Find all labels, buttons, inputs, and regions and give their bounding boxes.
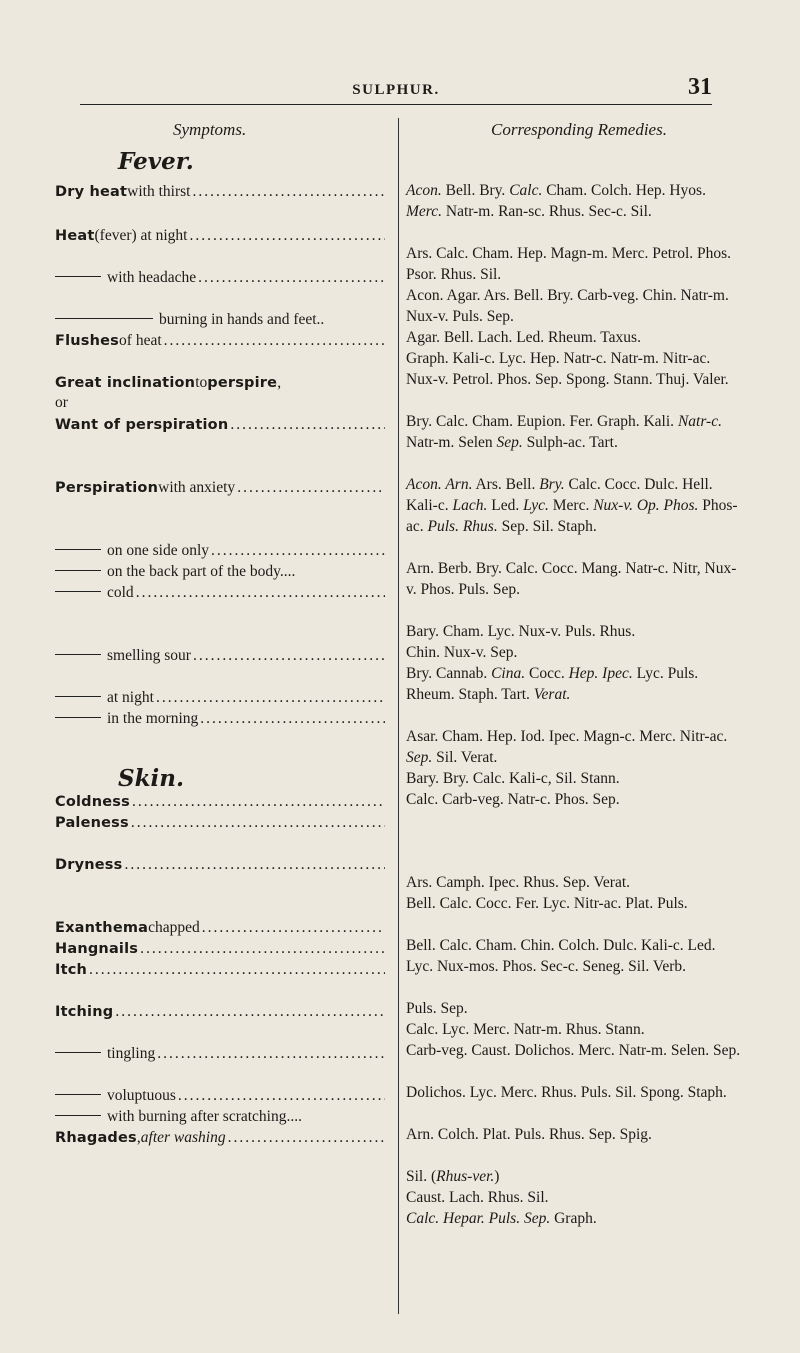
remedies-perspiration-morning: Calc. Carb-veg. Natr-c. Phos. Sep. [406, 791, 620, 808]
symptom-perspiration-morning: in the morning ..... [55, 709, 385, 729]
remedies-itching: Dolichos. Lyc. Merc. Rhus. Puls. Sil. Spong. Staph. [406, 1084, 727, 1101]
remedies-perspiration-sour: Asar. Cham. Hep. Iod. Ipec. Magn-c. Merc. Nitr-ac. Sep. Sil. Verat. [406, 728, 728, 766]
remedies-perspiration-cold: Bry. Cannab. Cina. Cocc. Hep. Ipec. Lyc. Puls. Rheum. Staph. Tart. Verat. [406, 665, 699, 703]
section-heading-skin: Skin. [118, 765, 185, 792]
symptom-perspiration-back: on the back part of the body.... [55, 562, 385, 582]
symptom-coldness: Coldness ..... [55, 792, 385, 812]
remedies-heat-burning: Agar. Bell. Lach. Led. Rheum. Taxus. [406, 329, 641, 346]
remedies-column-heading: Corresponding Remedies. [491, 120, 667, 139]
remedies-perspiration-one-side: Bary. Cham. Lyc. Nux-v. Puls. Rhus. [406, 623, 636, 640]
symptom-flushes: Flushes of heat ..... [55, 331, 385, 351]
section-heading-fever: Fever. [118, 148, 194, 175]
remedies-exanthema: Puls. Sep. [406, 1000, 468, 1017]
symptom-dry-heat: Dry heat with thirst ..... [55, 182, 385, 202]
remedies-heat-headache: Acon. Agar. Ars. Bell. Bry. Carb-veg. Chin. Natr-m. Nux-v. Puls. Sep. [406, 287, 729, 325]
remedies-paleness: Bell. Calc. Cocc. Fer. Lyc. Nitr-ac. Plat. Puls. [406, 895, 688, 912]
remedies-flushes: Graph. Kali-c. Lyc. Hep. Natr-c. Natr-m. Nitr-ac. Nux-v. Petrol. Phos. Sep. Spong. Stann. Thuj. Valer. [406, 350, 729, 388]
symptom-heat-night: Heat (fever) at night ..... [55, 226, 385, 246]
running-title: SULPHUR. [352, 82, 440, 98]
remedies-coldness: Ars. Camph. Ipec. Rhus. Sep. Verat. [406, 874, 631, 891]
remedies-perspiration-night: Bary. Bry. Calc. Kali-c, Sil. Stann. [406, 770, 620, 787]
symptom-itching: Itching ..... [55, 1002, 385, 1022]
symptom-exanthema: Exanthema chapped ..... [55, 918, 385, 938]
symptom-itching-burning: with burning after scratching.... [55, 1107, 385, 1127]
remedies-itching-voluptuous: Sil. (Rhus-ver.) [406, 1168, 500, 1185]
symptoms-column-heading: Symptoms. [173, 120, 247, 139]
symptom-perspiration-cold: cold ..... [55, 583, 385, 603]
symptom-perspiration-anxiety: Perspiration with anxiety ..... [55, 478, 385, 498]
remedies-rhagades: Calc. Hepar. Puls. Sep. Graph. [406, 1210, 597, 1227]
remedies-itching-burning: Caust. Lach. Rhus. Sil. [406, 1189, 549, 1206]
remedies-heat-night: Ars. Calc. Cham. Hep. Magn-m. Merc. Petrol. Phos. Psor. Rhus. Sil. [406, 245, 732, 283]
remedies-want-of-perspiration: Acon. Arn. Ars. Bell. Bry. Calc. Cocc. Dulc. Hell. Kali-c. Lach. Led. Lyc. Merc. Nux-v. Op. Phos. Phos-ac. Puls. Rhus. Sep. Sil. Staph. [406, 476, 738, 535]
column-divider [398, 118, 399, 1314]
symptom-perspiration-night: at night ..... [55, 688, 385, 708]
remedies-perspiration-anxiety: Arn. Berb. Bry. Calc. Cocc. Mang. Natr-c. Nitr, Nux-v. Phos. Puls. Sep. [406, 560, 737, 598]
symptom-paleness: Paleness ..... [55, 813, 385, 833]
symptom-perspiration-one-side: on one side only ..... [55, 541, 385, 561]
symptom-itch: Itch ..... [55, 960, 385, 980]
remedies-dry-heat: Acon. Bell. Bry. Calc. Cham. Colch. Hep. Hyos. Merc. Natr-m. Ran-sc. Rhus. Sec-c. Sil. [406, 182, 706, 220]
symptom-rhagades: Rhagades , after washing ..... [55, 1128, 385, 1148]
symptom-heat-burning: burning in hands and feet.. [55, 310, 385, 330]
remedies-perspiration-back: Chin. Nux-v. Sep. [406, 644, 518, 661]
symptom-itching-tingling: tingling ..... [55, 1044, 385, 1064]
remedies-hangnails: Calc. Lyc. Merc. Natr-m. Rhus. Stann. [406, 1021, 645, 1038]
remedies-dryness: Bell. Calc. Cham. Chin. Colch. Dulc. Kali-c. Led. Lyc. Nux-mos. Phos. Sec-c. Seneg. Sil. Verb. [406, 937, 716, 975]
page-header [80, 74, 712, 105]
symptom-hangnails: Hangnails ..... [55, 939, 385, 959]
page-number: 31 [688, 74, 712, 100]
symptom-great-inclination: Great inclination to perspire , [55, 374, 282, 391]
symptom-dryness: Dryness ..... [55, 855, 385, 875]
remedies-itching-tingling: Arn. Colch. Plat. Puls. Rhus. Sep. Spig. [406, 1126, 652, 1143]
symptom-heat-headache: with headache ..... [55, 268, 385, 288]
symptom-itching-voluptuous: voluptuous ..... [55, 1086, 385, 1106]
symptom-want-of-perspiration: Want of perspiration ..... [55, 415, 385, 435]
remedies-itch: Carb-veg. Caust. Dolichos. Merc. Natr-m. Selen. Sep. [406, 1042, 741, 1059]
symptom-or: or [55, 394, 68, 411]
symptom-perspiration-sour: smelling sour ..... [55, 646, 385, 666]
remedies-great-inclination: Bry. Calc. Cham. Eupion. Fer. Graph. Kali. Natr-c. Natr-m. Selen Sep. Sulph-ac. Tart. [406, 413, 722, 451]
